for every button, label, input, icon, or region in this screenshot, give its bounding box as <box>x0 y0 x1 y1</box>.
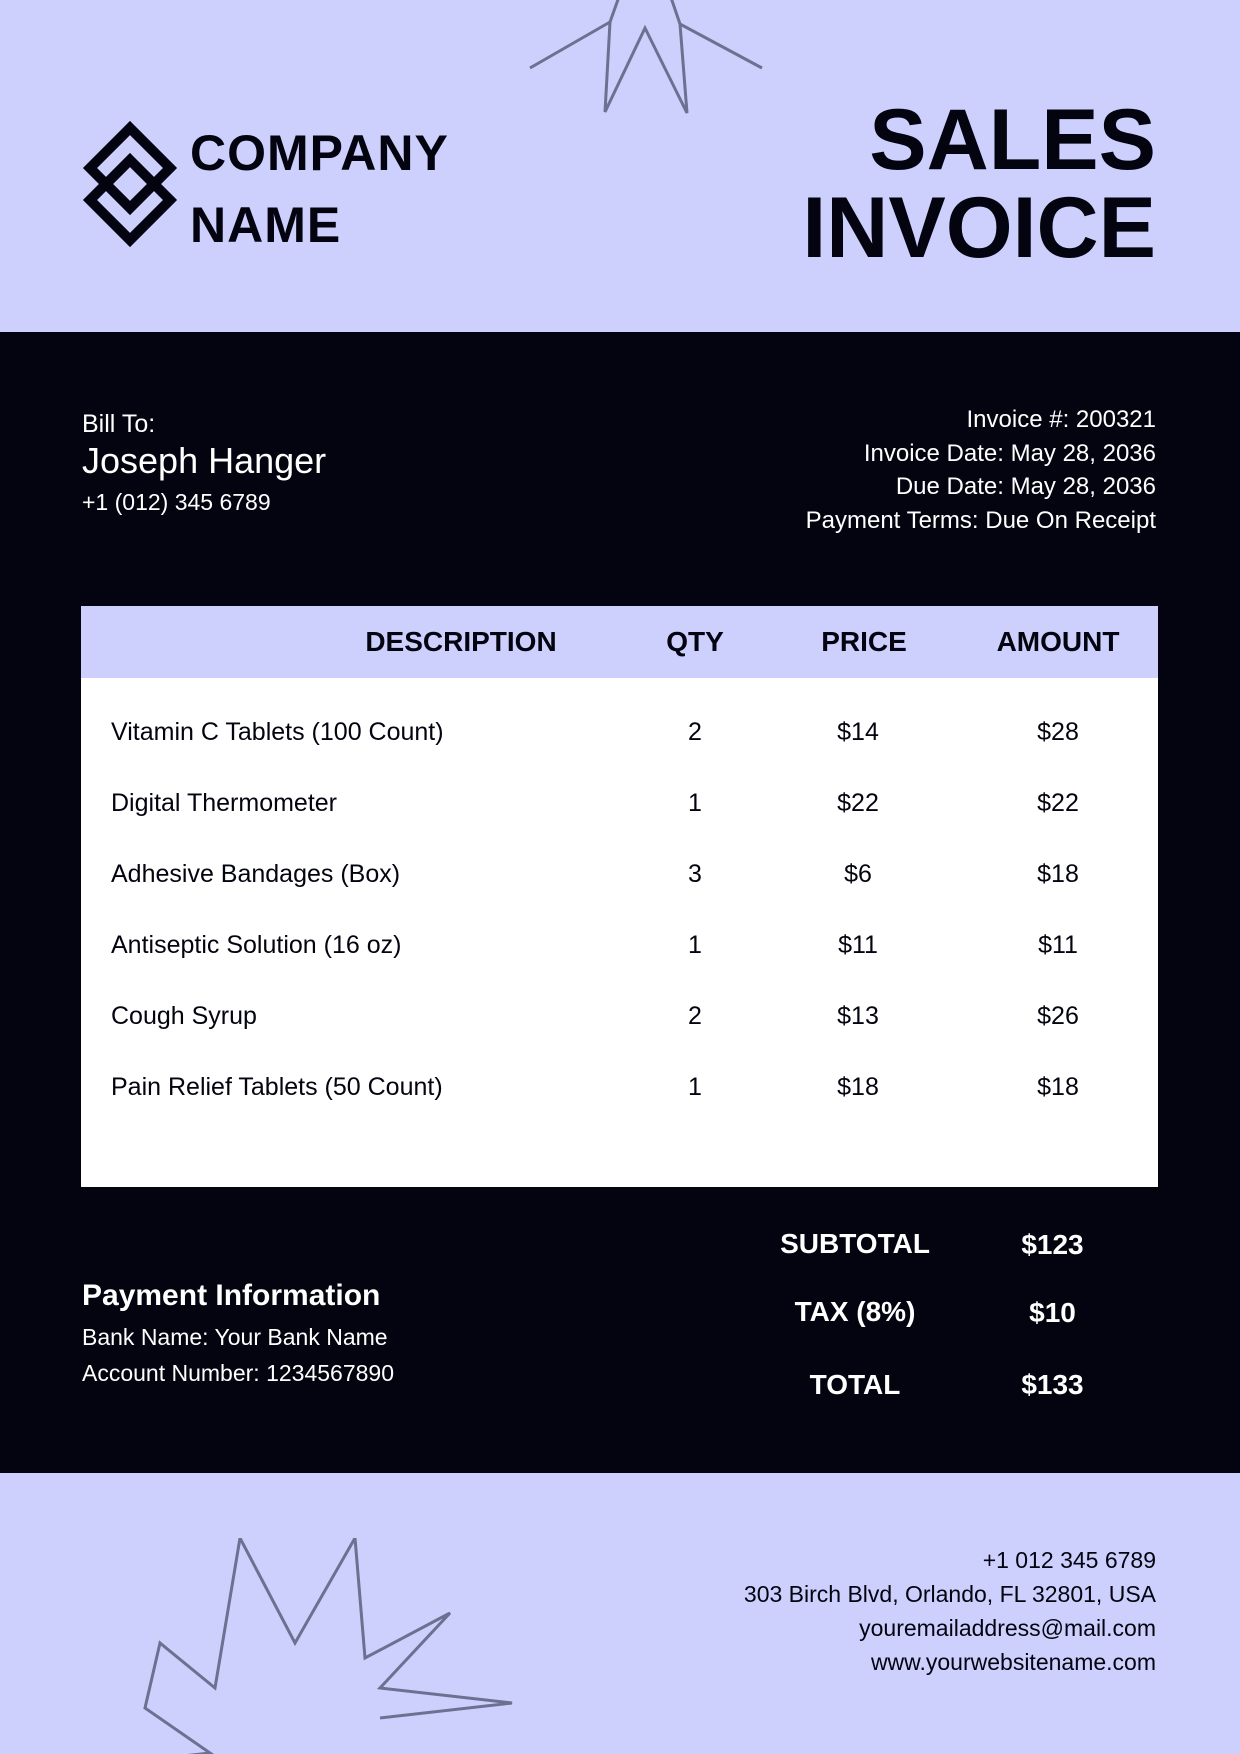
item-qty: 2 <box>688 1002 702 1030</box>
table-row <box>81 981 1158 1052</box>
item-description: Adhesive Bandages (Box) <box>111 860 401 888</box>
table-row <box>81 839 1158 910</box>
company-name-line2: NAME <box>190 197 342 253</box>
bank-name: Bank Name: Your Bank Name <box>82 1324 388 1350</box>
total-label: TOTAL <box>809 1369 901 1400</box>
item-amount: $22 <box>1037 789 1079 817</box>
bill-to-phone: +1 (012) 345 6789 <box>82 489 271 515</box>
item-price: $14 <box>837 718 879 746</box>
subtotal-value: $123 <box>1021 1229 1084 1260</box>
contact-email[interactable]: youremailaddress@mail.com <box>859 1615 1156 1641</box>
item-price: $13 <box>837 1002 879 1030</box>
item-price: $18 <box>837 1073 879 1101</box>
star-outline-icon <box>525 0 765 115</box>
item-price: $22 <box>837 789 879 817</box>
column-header-qty: QTY <box>666 626 724 657</box>
item-amount: $18 <box>1037 860 1079 888</box>
item-qty: 1 <box>688 1073 702 1101</box>
subtotal-label: SUBTOTAL <box>780 1228 930 1259</box>
star-outline-icon <box>80 1538 515 1754</box>
invoice-number: Invoice #: 200321 <box>966 406 1156 433</box>
footer-band <box>0 1473 1240 1754</box>
invoice-title-line2: INVOICE <box>802 180 1156 276</box>
column-header-amount: AMOUNT <box>996 626 1120 657</box>
table-row <box>81 1052 1158 1123</box>
total-value: $133 <box>1021 1369 1084 1400</box>
table-row <box>81 697 1158 768</box>
item-description: Cough Syrup <box>111 1002 257 1030</box>
item-amount: $18 <box>1037 1073 1079 1101</box>
item-price: $6 <box>844 860 872 888</box>
tax-label: TAX (8%) <box>794 1296 916 1327</box>
column-header-description: DESCRIPTION <box>365 626 557 657</box>
invoice-meta <box>806 403 1156 537</box>
invoice-date: Invoice Date: May 28, 2036 <box>863 439 1156 467</box>
invoice-title-line1: SALES <box>869 92 1156 188</box>
table-header <box>81 606 1158 678</box>
table-row <box>81 910 1158 981</box>
bill-to-label: Bill To: <box>82 410 156 438</box>
item-qty: 2 <box>688 718 702 746</box>
item-price: $11 <box>838 931 878 959</box>
header-band <box>0 0 1240 332</box>
diamond-logo-icon <box>80 120 180 250</box>
contact-address: 303 Birch Blvd, Orlando, FL 32801, USA <box>743 1581 1156 1607</box>
item-amount: $11 <box>1038 931 1078 959</box>
item-amount: $26 <box>1037 1002 1079 1030</box>
contact-phone: +1 012 345 6789 <box>982 1547 1156 1573</box>
column-header-price: PRICE <box>821 626 907 657</box>
item-description: Pain Relief Tablets (50 Count) <box>111 1073 443 1101</box>
item-description: Antiseptic Solution (16 oz) <box>111 931 402 959</box>
due-date: Due Date: May 28, 2036 <box>895 473 1156 500</box>
item-qty: 1 <box>688 931 702 959</box>
contact-info <box>744 1543 1156 1679</box>
payment-terms: Payment Terms: Due On Receipt <box>805 506 1156 534</box>
item-qty: 1 <box>688 789 702 817</box>
contact-website[interactable]: www.yourwebsitename.com <box>870 1649 1156 1675</box>
account-number: Account Number: 1234567890 <box>82 1360 394 1386</box>
tax-value: $10 <box>1029 1297 1076 1328</box>
company-name <box>190 117 449 261</box>
invoice-title <box>802 92 1156 276</box>
bill-to-name: Joseph Hanger <box>82 440 327 481</box>
table-row <box>81 768 1158 839</box>
item-description: Digital Thermometer <box>111 789 338 817</box>
items-table <box>81 606 1158 1187</box>
item-amount: $28 <box>1037 718 1079 746</box>
company-name-line1: COMPANY <box>190 125 449 181</box>
item-qty: 3 <box>688 860 702 888</box>
payment-info-title: Payment Information <box>82 1279 381 1312</box>
item-description: Vitamin C Tablets (100 Count) <box>111 718 444 746</box>
